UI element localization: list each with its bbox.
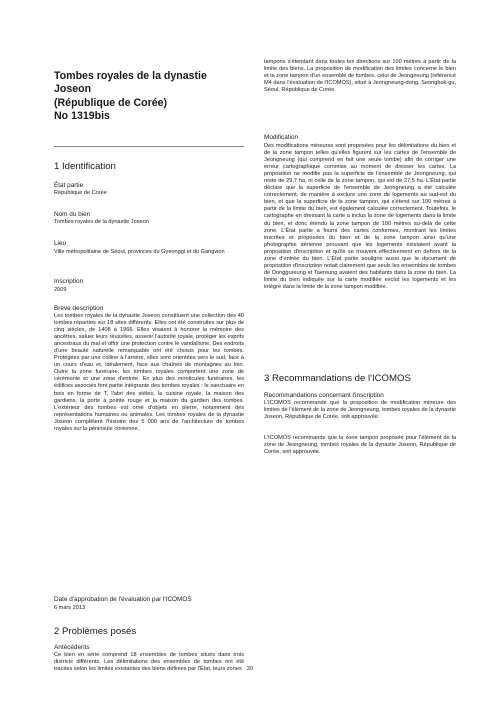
state-party-value: République de Corée (54, 190, 107, 196)
title-line: Joseon (54, 83, 92, 96)
title-line: Tombes royales de la dynastie (54, 70, 207, 82)
title-line: (République de Corée) (54, 96, 168, 109)
title-divider (54, 146, 244, 147)
brief-description-label: Brève description (54, 305, 104, 312)
brief-description-text: Les tombes royales de la dynastie Joseon constituent une collection des 40 tombes réparties sur 18 sites différents. Elles ont été construites sur plus de cinq siècles, de 1408 à 1966. Elles visaient à honorer la mémoire des ancêtres, saluer leurs réussites, asseoir l'autorité royale, protéger les esprits ancestraux du mal et offrir une protection contre le vandalisme. Des endroits d'une beauté naturelle remarquable ont été choisis pour les tombes. Protégées par une colline à l'arrière, elles sont orientées vers le sud, face à un cours d'eau et, idéalement, face aux chaînes de montagnes au loin. Outre la zone funéraire, les tombes royales comportent une zone de cérémonie et une zone d'entrée. En plus des monticules funéraires, les édifices associés font partie intégrante des tombes royales : le sanctuaire en bois en forme de T, l'abri des stèles, la cuisine royale, la maison des gardiens, la porte à pointe rouge et la maison du gardien des tombes. L'extérieur des tombes est orné d'objets en pierre, notamment des représentations humaines ou animales. Les tombes royales de la dynastie Joseon complètent l'histoire des 5 000 ans de l'architecture de tombes royales sur la péninsule coréenne. (54, 313, 244, 432)
document-title (54, 70, 244, 124)
recommendations-label: Recommandations concernant l'inscription (264, 392, 384, 399)
state-party-label: État partie (54, 182, 84, 189)
section-heading-identification: 1 Identification (54, 161, 116, 172)
background-text: Ce bien en série comprend 18 ensembles de tombes situés dans trois districts différents. Les délimitations des ensembles de tombes ont été tracées selon les limites existantes des biens définies par l'État, leurs zones (54, 652, 244, 673)
approval-date-value: 6 mars 2013 (54, 605, 86, 611)
modification-label: Modification (264, 134, 299, 141)
location-value: Ville métropolitaine de Séoul, provinces du Gyeonggi et du Gangwon (54, 249, 225, 255)
title-line: No 1319bis (54, 110, 110, 123)
recommendation-boundary-text: L'ICOMOS recommande que la proposition de modification mineure des limites de l'élément de la zone de Jeongneung, tombes royales de la dynastie Joseon, République de Corée, soit approuvée. (264, 400, 456, 421)
modification-text: Des modifications mineures sont proposées pour les délimitations du bien et de la zone tampon telles qu'elles figurent sur les cartes de l'ensemble de Jeongneung (qui comprend en fait une seule tombe) afin de corriger une erreur cartographique commise au moment de dresser les cartes. La proposition ne modifie pas la superficie de l'ensemble de Jeongneung, qui reste de 29,7 ha, ni celle de la zone tampon, qui est de 27,5 ha. L'État partie déclare que la superficie de l'ensemble de Jeongneung a été calculée correctement, de manière à exclure une zone de logements au sud-est du bien, et que la superficie de la zone tampon, qui s'étend sur 100 mètres à partir de la limite du bien, est également calculée correctement. Toutefois, le cartographe en dressant la carte a inclus la zone de logements dans la limite du bien, et donc étendu la zone tampon de 100 mètres au-delà de cette zone. L'État partie a fourni des cartes conformes, montrant les limites inscrites et proposées du bien et de la zone tampon ainsi qu'une photographie aérienne prouvant que les logements existaient avant la proposition d'inscription et qu'ils se trouvent effectivement en dehors de la zone d'entrée du bien. L'État partie souligne aussi que le document de proposition d'inscription notait clairement que seuls les ensembles de tombes de Donggureung et Taereung avaient des habitants dans la zone du bien. La limite du bien indiquée sur la carte modifiée exclut les logements et les intègre dans la limite de la zone tampon modifiée. (264, 143, 456, 290)
property-name-value: Tombes royales de la dynastie Joseon (54, 219, 149, 225)
property-name-label: Nom du bien (54, 211, 91, 218)
inscription-label: Inscription (54, 278, 84, 285)
page-number: 20 (246, 666, 254, 672)
inscription-value: 2009 (54, 287, 67, 293)
section-heading-recommendations: 3 Recommandations de l'ICOMOS (264, 373, 411, 384)
background-continuation-text: tampons s'étendant dans toutes les directions sur 100 mètres à partir de la limite des biens. La proposition de modification des limites concerne le bien et la zone tampon d'un ensemble de tombes, celui de Jeongneung (référencé M4 dans l'évaluation de l'ICOMOS), situé à Jeongneung-dong, Seongbuk-gu, Séoul, République de Corée. (264, 59, 456, 94)
section-heading-issues: 2 Problèmes posés (54, 626, 137, 637)
approval-date-label: Date d'approbation de l'évaluation par l'ICOMOS (54, 596, 192, 603)
location-label: Lieu (54, 240, 67, 247)
recommendation-buffer-zone-text: L'ICOMOS recommande que la zone tampon proposée pour l'élément de la zone de Jeongneung, tombes royales de la dynastie Joseon, République de Corée, soit approuvée. (264, 435, 456, 456)
background-label: Antécédents (54, 644, 90, 651)
